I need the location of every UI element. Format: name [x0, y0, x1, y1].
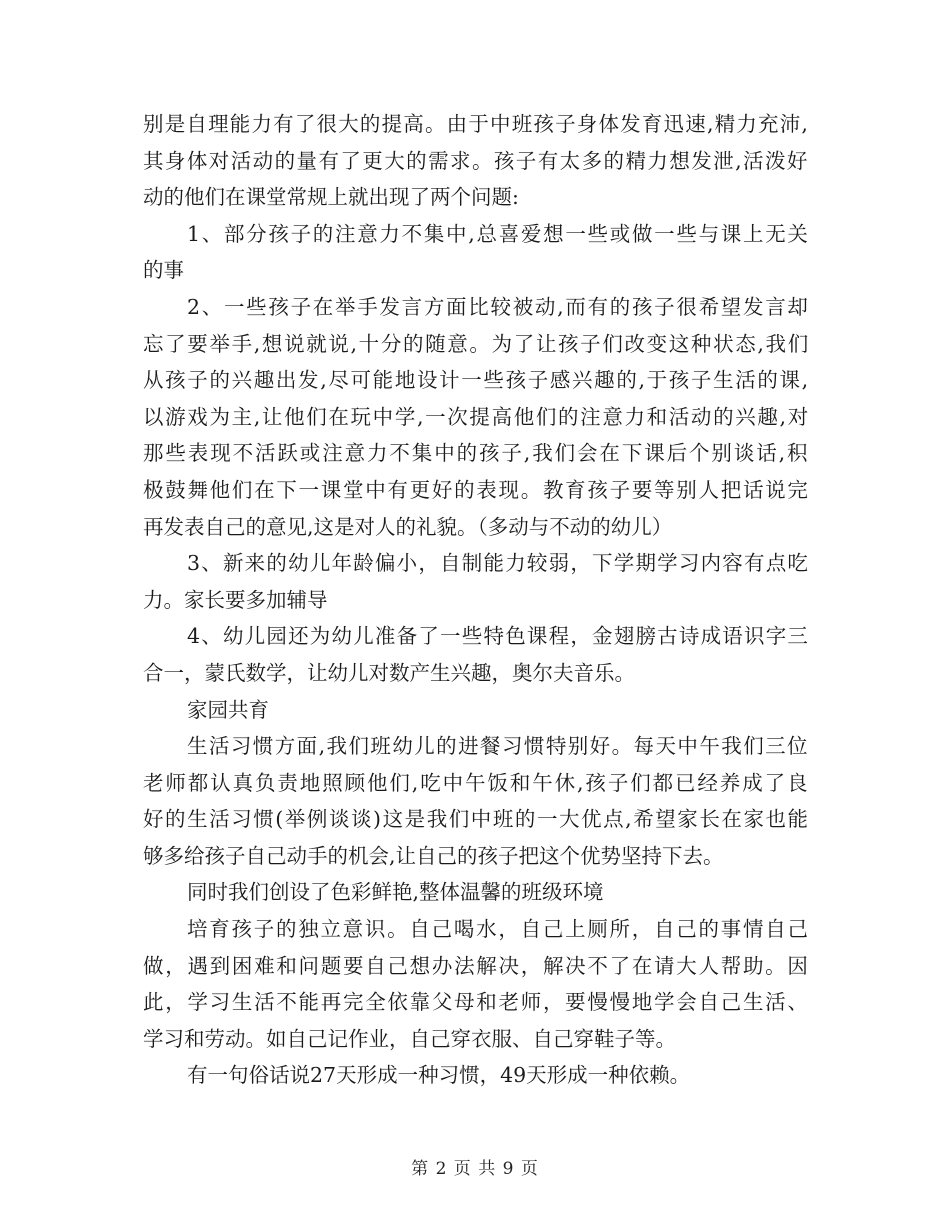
text-line: 4、幼儿园还为幼儿准备了一些特色课程，金翅膀古诗成语识字三	[187, 624, 810, 649]
text-line: 生活习惯方面,我们班幼儿的进餐习惯特别好。每天中午我们三位	[187, 734, 809, 759]
text-line: 别是自理能力有了很大的提高。由于中班孩子身体发育迅速,精力充沛,	[143, 112, 810, 136]
text-line: 那些表现不活跃或注意力不集中的孩子,我们会在下课后个别谈话,积	[143, 441, 810, 466]
text-line: 1、部分孩子的注意力不集中,总喜爱想一些或做一些与课上无关	[187, 221, 810, 246]
text-line: 以游戏为主,让他们在玩中学,一次提高他们的注意力和活动的兴趣,对	[143, 404, 810, 429]
text-line: 此，学习生活不能再完全依靠父母和老师，要慢慢地学会自己生活、	[143, 990, 810, 1015]
text-line: 培育孩子的独立意识。自己喝水，自己上厕所，自己的事情自己	[187, 917, 810, 942]
text-line: 从孩子的兴趣出发,尽可能地设计一些孩子感兴趣的,于孩子生活的课,	[143, 368, 810, 393]
text-line: 2、一些孩子在举手发言方面比较被动,而有的孩子很希望发言却	[187, 294, 810, 319]
text-line: 再发表自己的意见,这是对人的礼貌。（多动与不动的幼儿）	[143, 514, 673, 539]
text-line: 够多给孩子自己动手的机会,让自己的孩子把这个优势坚持下去。	[143, 843, 724, 868]
text-line: 的事	[143, 258, 184, 283]
text-line: 好的生活习惯(举例谈谈)这是我们中班的一大优点,希望家长在家也能	[143, 807, 810, 832]
body-paragraphs	[143, 106, 808, 1094]
page-footer: 第 2 页 共 9 页	[411, 1159, 539, 1179]
text-line: 其身体对活动的量有了更大的需求。孩子有太多的精力想发泄,活泼好	[143, 148, 809, 173]
text-line: 动的他们在课堂常规上就出现了两个问题:	[143, 185, 519, 210]
text-line: 力。家长要多加辅导	[143, 587, 328, 612]
text-line: 忘了要举手,想说就说,十分的随意。为了让孩子们改变这种状态,我们	[143, 331, 810, 356]
text-line: 3、新来的幼儿年龄偏小，自制能力较弱，下学期学习内容有点吃	[187, 551, 810, 576]
text-line: 家园共育	[187, 697, 269, 722]
text-line: 合一，蒙氏数学，让幼儿对数产生兴趣，奥尔夫音乐。	[143, 660, 635, 685]
text-line: 极鼓舞他们在下一课堂中有更好的表现。教育孩子要等别人把话说完	[143, 477, 810, 502]
text-line: 学习和劳动。如自己记作业，自己穿衣服、自己穿鞋子等。	[143, 1026, 676, 1051]
text-line: 老师都认真负责地照顾他们,吃中午饭和午休,孩子们都已经养成了良	[143, 770, 810, 795]
text-line: 做，遇到困难和问题要自己想办法解决，解决不了在请大人帮助。因	[143, 953, 810, 978]
document-body	[143, 106, 808, 1094]
text-line: 有一句俗话说27天形成一种习惯，49天形成一种依赖。	[187, 1063, 691, 1088]
text-line: 同时我们创设了色彩鲜艳,整体温馨的班级环境	[187, 880, 604, 905]
